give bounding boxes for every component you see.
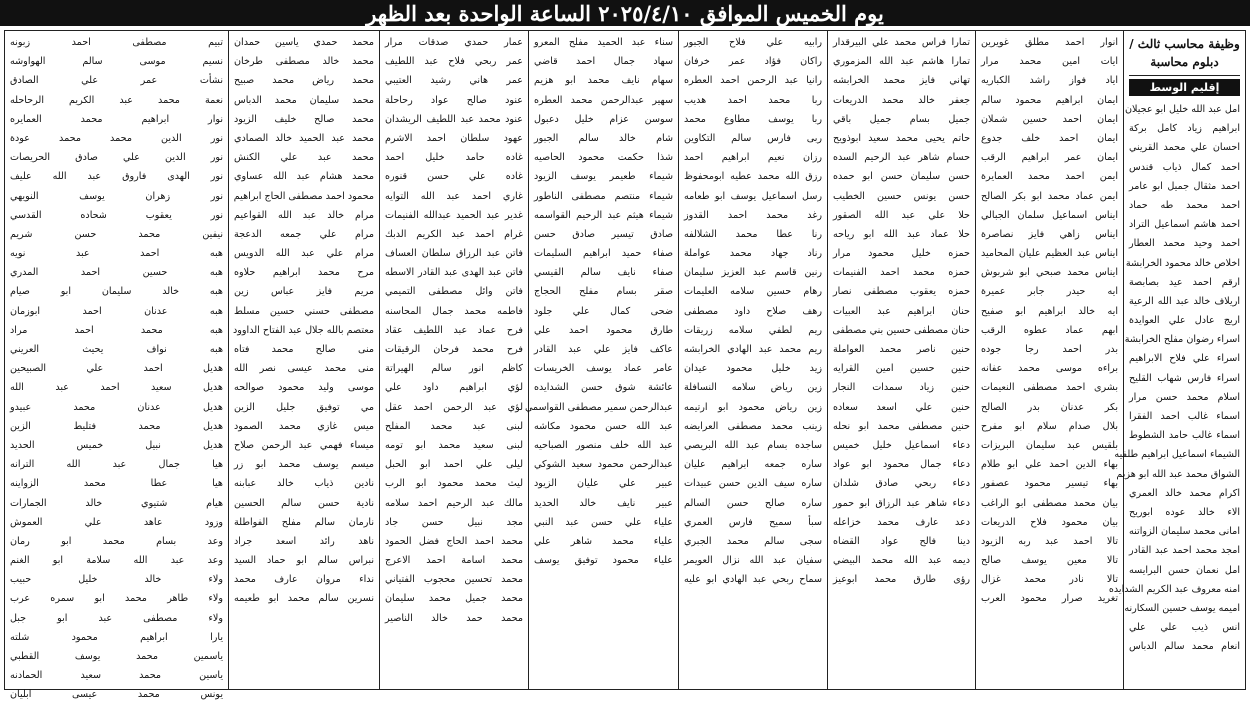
name-entry: حمزه يعقوب مصطفى نصار xyxy=(833,286,970,298)
name-entry: محمد احمد الحاج فضل الحمود xyxy=(385,535,523,547)
name-entry: مصطفى حسني حسين مسلط xyxy=(234,305,374,317)
name-entry: ربى فارس سالم التكاوين xyxy=(684,132,822,144)
name-entry: مرام علي عبد الله الدويس xyxy=(234,248,374,260)
name-entry: صفاء نايف سالم القيسي xyxy=(534,267,673,279)
name-entry: حمزه محمد احمد الفنيمات xyxy=(833,267,970,279)
name-entry: فاتن وائل مصطفى التميمي xyxy=(385,286,523,298)
name-entry: منى صالح محمد فتاه xyxy=(234,344,374,355)
name-entry: عنود صالح عواد رحاحلة xyxy=(385,94,523,106)
name-entry: محمود احمد مصطفى الحاج ابراهيم xyxy=(233,190,374,202)
name-entry: عاكف فايز علي عبد القادر xyxy=(534,344,673,355)
name-entry: وعد عبد الله سلامة ابو الغنم xyxy=(10,555,223,567)
name-entry: نسيم موسى سالم الهواوشه xyxy=(10,56,223,68)
name-entry: سبأ سميح فارس العمري xyxy=(684,516,822,528)
name-entry: هبه خالد سليمان ابو صيام xyxy=(10,286,223,298)
names-column-5 xyxy=(379,31,528,689)
name-entry: فرح محمد فرحان الرقيقات xyxy=(385,344,523,355)
name-entry: اسلام محمد حسن مرار xyxy=(1129,391,1240,403)
name-entry: حلا علي عبد الله الصقور xyxy=(833,209,970,221)
name-entry: ايه خالد ابراهيم ابو صفيح xyxy=(981,305,1118,317)
name-entry: مريم فايز عباس زين xyxy=(234,286,374,298)
name-entry: بيان محمود فلاح الدريعات xyxy=(981,516,1118,528)
name-entry: براءه موسى محمد عفانه xyxy=(981,363,1118,375)
name-entry: ولاء مصطفى عبد ابو جبل xyxy=(10,612,223,624)
name-entry: ضحى كمال علي جلود xyxy=(534,305,673,317)
name-entry: اسماء غالب احمد الفقرا xyxy=(1129,411,1240,422)
name-entry: تالا نادر محمد غزال xyxy=(981,574,1118,586)
name-entry: حنين زياد سمدات النجار xyxy=(833,382,970,394)
name-entry: نارمان سالم مفلح الفواطلة xyxy=(234,516,374,528)
name-entry: شيماء هيثم عبد الرحيم القواسمه xyxy=(534,209,673,221)
name-entry: هيام شتيوي خالد الجمارات xyxy=(10,497,223,509)
name-entry: سوسن عزام خليل دعبول xyxy=(534,113,673,125)
name-entry: اسراء فارس شهاب القليح xyxy=(1129,372,1240,384)
name-entry: حسام شاهر عبد الرحيم السده xyxy=(833,152,970,164)
name-entry: ايمان احمد حسين شملان xyxy=(981,113,1118,125)
name-entry: كاظم انور سالم الهيراتة xyxy=(385,363,523,375)
sidebar-name-list xyxy=(1108,100,1240,656)
name-entry: محمد صالح خليف الزيود xyxy=(234,113,374,125)
name-entry: سفيان عبد الله نزال العويمر xyxy=(684,555,822,567)
name-entry: محمد خالد مصطفى طرخان xyxy=(234,56,374,68)
name-entry: عبد الله حسن محمود مكاشه xyxy=(534,420,673,432)
name-entry: اسراء رضوان مفلح الخرابشة xyxy=(1124,334,1240,346)
name-entry: حسن سليمان حسن ابو حمده xyxy=(833,171,970,183)
name-entry: الشيماء اسماعيل ابراهيم طلفيه xyxy=(1114,449,1240,461)
name-entry: بيان محمد مصطفى ابو الراغب xyxy=(981,497,1118,509)
name-entry: غاري احمد عبد الله التوايه xyxy=(385,190,523,202)
name-entry: اسماء غالب حامد الشطوط xyxy=(1129,430,1240,442)
sidebar-column xyxy=(1108,31,1245,689)
name-entry: لبنى عبد محمد المفلح xyxy=(385,420,523,432)
name-entry: ايمان احمد خلف جدوع xyxy=(981,132,1118,144)
names-column-7 xyxy=(5,31,228,701)
name-entry: نور زهران يوسف النويهي xyxy=(10,190,223,202)
name-entry: دعاء جمال محمود ابو عواد xyxy=(833,459,970,471)
name-entry: عبدالرحمن سمير مصطفى القواسمي xyxy=(524,401,673,413)
name-entry: ساره صالح حسن السالم xyxy=(684,497,822,509)
name-entry: عبدالرحمن محمود سعيد الشوكي xyxy=(534,459,673,471)
name-entry: رؤى طارق محمد ابوعيز xyxy=(833,574,970,586)
name-entry: محمد اسامة احمد الاعرج xyxy=(385,555,523,567)
name-entry: محمد هشام عبد الله عساوي xyxy=(234,171,374,183)
name-entry: ياسمين محمد يوسف القطبي xyxy=(10,651,223,662)
name-entry: حمزه خليل محمود مرار xyxy=(833,248,970,260)
name-entry: معتصم بالله جلال عبد الفتاح الداوود xyxy=(232,324,374,336)
name-entry: محمد حمد خالد الناصير xyxy=(385,612,523,624)
name-entry: ميسم يوسف محمد ابو زر xyxy=(234,459,374,471)
name-entry: هديل عدنان محمد عبيدو xyxy=(10,401,223,413)
name-entry: نشأت عمر علي الصادق xyxy=(10,75,223,87)
name-entry: يارا ابراهيم محمود شلته xyxy=(10,631,223,643)
name-entry: عمر هاني رشيد العتيبي xyxy=(385,75,523,87)
name-entry: دعد عارف محمد خزاعله xyxy=(833,516,970,528)
name-entry: احمد كمال ذياب قندس xyxy=(1129,161,1240,173)
name-entry: يونس محمد عيسى ابليان xyxy=(10,689,223,701)
name-entry: دينا فالح عواد القضاه xyxy=(833,535,970,547)
name-entry: ربا يوسف مطاوع محمد xyxy=(684,113,822,125)
name-entry: مرام علي جمعه الدعجة xyxy=(234,228,374,240)
job-title: وظيفة محاسب ثالث / دبلوم محاسبة xyxy=(1129,33,1240,76)
name-entry: زينب محمد مصطفى العرايضه xyxy=(684,420,822,432)
name-entry: محمد سليمان محمد الدباس xyxy=(234,94,374,106)
name-entry: بهاء الدين احمد علي ابو طلام xyxy=(981,459,1118,471)
name-entry: زين رياض سلامه النسافلة xyxy=(684,382,822,394)
name-entry: ولاء خالد خليل حبيب xyxy=(10,574,223,586)
name-entry: ايناس زاهي فايز نصاصرة xyxy=(981,228,1118,240)
name-entry: حنان مصطفى حسين بني مصطفى xyxy=(832,324,970,336)
name-entry: رهف صلاح داود مصطفى xyxy=(684,305,822,317)
name-entry: عبد الله خلف منصور الصباحيه xyxy=(534,439,673,451)
name-entry: نادين ذياب خالد عبابنه xyxy=(234,478,374,490)
name-entry: هبه نواف يحيث العريني xyxy=(10,344,223,355)
name-entry: عمار حمدي صدقات مرار xyxy=(385,37,523,48)
name-entry: محمد تحسين محجوب الفتياني xyxy=(385,574,523,586)
names-column-1 xyxy=(975,31,1123,689)
name-entry: غاده علي حسن قنوره xyxy=(385,171,523,183)
name-entry: هديل نبيل خميس الحديد xyxy=(10,439,223,451)
name-entry: اريج عادل علي العوايدة xyxy=(1129,315,1240,327)
name-entry: احمد مثقال جميل ابو عامر xyxy=(1129,180,1240,192)
name-entry: رسل اسماعيل يوسف ابو طعامه xyxy=(684,190,822,202)
name-entry: طارق محمود احمد علي xyxy=(534,324,673,336)
name-entry: انس ذيب علي علي xyxy=(1129,622,1240,634)
name-entry: رزق الله محمد عطيه ابومحفوظ xyxy=(684,171,822,183)
name-entry: صفاء حميد ابراهيم السليمات xyxy=(534,248,673,260)
name-entry: نسرين سالم محمد ابو طعيمه xyxy=(234,593,374,605)
name-entry: اخلاص خالد محمود الخرابشة xyxy=(1125,257,1240,269)
name-entry: سجى سالم محمد الجبري xyxy=(684,535,822,547)
name-entry: ارقم احمد عيد بصابصة xyxy=(1129,276,1240,288)
name-entry: ياسين محمد سعيد الحمادنه xyxy=(10,670,223,682)
name-entry: ايات امين محمد مرار xyxy=(981,56,1118,68)
name-entry: غدير عبد الحميد عبدالله الفنيمات xyxy=(385,209,523,221)
name-entry: حاتم يحيى محمد سعيد ابوذويح xyxy=(833,132,970,144)
name-entry: الشواق محمد عبد الله ابو هزيم xyxy=(1116,468,1240,480)
name-entry: مالك عبد الرحيم احمد سلامه xyxy=(385,497,523,509)
name-entry: ميس غازي محمد الصمود xyxy=(234,420,374,432)
name-entry: علياء محمد شاهر علي xyxy=(534,535,673,547)
name-entry: حنين حسين امين القرايه xyxy=(833,363,970,375)
name-entry: فاطمه محمد جمال المحاسنه xyxy=(385,305,523,317)
name-entry: بلقيس عبد سليمان البريزات xyxy=(981,439,1118,451)
name-entry: نبراس سالم ابو حماد السيد xyxy=(234,555,374,567)
name-entry: جعفر خالد محمد الدريعات xyxy=(833,94,970,106)
name-entry: ميساء فهمي عبد الرحمن صلاح xyxy=(234,439,374,451)
header-title: يوم الخميس الموافق ٢٠٢٥/٤/١٠ الساعة الواحدة بعد الظهر xyxy=(366,0,884,26)
name-entry: زيد خليل محمود عيدان xyxy=(684,363,822,375)
name-entry: تمارا هاشم عبد الله المزموري xyxy=(833,56,970,68)
name-entry: امل نعمان حسن البرايسه xyxy=(1129,564,1240,576)
region-label: إقليم الوسط xyxy=(1129,79,1240,96)
name-entry: حلا عماد عبد الله ابو رياحه xyxy=(833,228,970,240)
name-entry: موسى وليد محمود صوالحه xyxy=(234,382,374,394)
name-entry: هيا جمال عبد الله الترانه xyxy=(10,459,223,471)
name-entry: مرام خالد عبد الله القواعيم xyxy=(234,209,374,221)
name-entry: سماح ربحي عبد الهادي ابو عليه xyxy=(684,574,822,586)
name-entry: عبير علي عليان الزيود xyxy=(534,478,673,490)
name-entry: ديمه عبد الله محمد البيضي xyxy=(833,555,970,567)
name-entry: امنه معروف عبد الكريم الشدايده xyxy=(1108,583,1240,595)
name-entry: ليلى علي احمد ابو الحبل xyxy=(385,459,523,471)
name-entry: غرام احمد عبد الكريم الدبك xyxy=(385,228,523,240)
name-entry: دعاء ربحي صادق شلدان xyxy=(833,478,970,490)
name-entry: سهاد جمال احمد قاضي xyxy=(534,56,673,68)
names-column-2 xyxy=(827,31,975,689)
name-entry: انوار احمد مطلق غويرين xyxy=(981,37,1118,48)
name-entry: جميل بسام جميل باقي xyxy=(833,113,970,125)
name-entry: مرح محمد ابراهيم حلاوه xyxy=(234,267,374,279)
name-entry: ريم لطفي سلامه زريقات xyxy=(684,324,822,336)
name-entry: عهود سلطان احمد الاشرم xyxy=(385,132,523,144)
name-entry: تمارا فراس محمد علي البيرقدار xyxy=(833,37,970,48)
name-entry: شيماء منتصم مصطفى الناطور xyxy=(534,190,673,202)
name-entry: ايناس محمد صبحي ابو شربوش xyxy=(981,267,1118,279)
name-entry: رنا عطا محمد الشلالفه xyxy=(684,228,822,240)
name-entry: سهام نايف محمد ابو هزيم xyxy=(534,75,673,87)
name-entry: وعد بسام محمد ابو رمان xyxy=(10,535,223,547)
names-table xyxy=(4,30,1246,701)
name-entry: ولاء طاهر محمد ابو سمره عرب xyxy=(10,593,223,605)
name-entry: محمد عبد علي الكنش xyxy=(234,152,374,164)
name-entry: بدر احمد رجا جوده xyxy=(981,344,1118,355)
name-entry: بشرى احمد مصطفى النعيمات xyxy=(981,382,1118,394)
name-entry: ناهد رائد اسعد جراد xyxy=(234,535,374,547)
name-entry: رزان نعيم ابراهيم احمد xyxy=(684,152,822,164)
name-entry: امجد محمد احمد عبد القادر xyxy=(1129,545,1240,557)
name-entry: محمد عبد الحميد خالد الصمادي xyxy=(234,132,374,144)
name-entry: رناد جهاد محمد عواملة xyxy=(684,248,822,260)
name-entry: ايناس اسماعيل سلمان الجبالي xyxy=(981,209,1118,221)
name-entry: ايمان ابراهيم محمود سالم xyxy=(981,94,1118,106)
name-entry: تهاني فايز محمد الخرابشه xyxy=(833,75,970,87)
name-entry: اميمه يوسف حسين السكارنه xyxy=(1124,602,1240,614)
name-entry: حنين ناصر محمد العواملة xyxy=(833,344,970,355)
name-entry: فرح عماد عبد اللطيف عقاد xyxy=(385,324,523,336)
name-entry: ساره جمعه ابراهيم عليان xyxy=(684,459,822,471)
name-entry: احمد محمد طه حماد xyxy=(1129,199,1240,211)
name-entry: هبه محمد احمد مراد xyxy=(10,324,223,336)
name-entry: ايناس عبد العظيم عليان المحاميد xyxy=(981,248,1118,260)
name-entry: محمد حمدي ياسين حمدان xyxy=(234,37,374,48)
name-entry: عنود محمد عبد اللطيف الريشدان xyxy=(385,113,523,125)
name-entry: ابهم عماد عطوه الرقب xyxy=(981,324,1118,336)
name-entry: ليث محمد محمود ابو الرب xyxy=(385,478,523,490)
name-entry: مي توفيق جليل الزين xyxy=(234,401,374,413)
page-header xyxy=(0,0,1250,26)
name-entry: دعاء شاهر عبد الرزاق ابو حمور xyxy=(833,497,970,509)
name-entry: ساجده بسام عبد الله البريصي xyxy=(684,439,822,451)
name-entry: حنان ابراهيم عبد العبيات xyxy=(833,305,970,317)
name-entry: ربا محمد احمد هديب xyxy=(684,94,822,106)
name-entry: رابيه علي فلاح الجبور xyxy=(684,37,822,48)
name-entry: حنين علي اسعد سعاده xyxy=(833,401,970,413)
name-entry: بكر عدنان بدر الصالح xyxy=(981,401,1118,413)
name-entry: تالا احمد عبد ربه الزيود xyxy=(981,535,1118,547)
name-entry: ريم محمد عبد الهادي الخرابشه xyxy=(684,344,822,355)
name-entry: بهاء تيسير محمود عصفور xyxy=(981,478,1118,490)
name-entry: ايه حيدر جابر عميرة xyxy=(981,286,1118,298)
name-entry: نور الهدى فاروق عبد الله عليف xyxy=(10,171,223,183)
name-entry: نادية حسن سالم الحسين xyxy=(234,497,374,509)
name-entry: ساره سيف الدين حسن عبيدات xyxy=(684,478,822,490)
name-entry: هبه حسين احمد المدري xyxy=(10,267,223,279)
name-entry: عائشة شوق حسن الشدايده xyxy=(534,382,673,394)
name-entry: رغد محمد احمد القدوز xyxy=(684,209,822,221)
name-entry: زين رياض محمود ابو ارتيمه xyxy=(684,401,822,413)
name-entry: لؤي عبد الرحمن احمد عقل xyxy=(385,401,523,413)
name-entry: منى محمد عيسى نصر الله xyxy=(234,363,374,375)
name-entry: عامر عماد يوسف الخريسات xyxy=(534,363,673,375)
name-entry: هديل محمد فتليط الزين xyxy=(10,420,223,432)
name-entry: تبيم مصطفى احمد زبونه xyxy=(10,37,223,48)
name-entry: تغريد صرار محمود العرب xyxy=(981,593,1118,605)
name-entry: تالا معين يوسف صالح xyxy=(981,555,1118,567)
name-entry: راكان فؤاد عمر خرفان xyxy=(684,56,822,68)
name-entry: ابراهيم زياد كامل بركة xyxy=(1129,123,1240,135)
name-entry: ايمن احمد محمد العمايرة xyxy=(981,171,1118,183)
name-entry: نور يعقوب شحاده القدسي xyxy=(10,209,223,221)
name-entry: غاده حامد خليل احمد xyxy=(385,152,523,164)
name-entry: مجد نبيل حسن جاد xyxy=(385,516,523,528)
name-entry: ايمن عماد محمد ابو بكر الصالح xyxy=(981,190,1118,202)
name-entry: شام خالد سالم الجبور xyxy=(534,132,673,144)
name-entry: هبه عدنان احمد ابوزمان xyxy=(10,305,223,317)
name-entry: بلال صدام سلام ابو مفرح xyxy=(981,420,1118,432)
name-entry: اريلاف خالد عبد الله الرعية xyxy=(1129,295,1240,307)
name-entry: نداء مروان عارف محمد xyxy=(234,574,374,586)
name-entry: احمد وحيد محمد العطار xyxy=(1129,238,1240,250)
name-entry: علياء محمود توفيق يوسف xyxy=(534,555,673,567)
name-entry: هيا عطا محمد الزواينه xyxy=(10,478,223,490)
name-entry: رهام حسين سلامه العليمات xyxy=(684,286,822,298)
name-entry: رانيا عبد الرحمن احمد العطره xyxy=(684,75,822,87)
name-entry: لبنى سعيد محمد ابو تومه xyxy=(385,439,523,451)
name-entry: نوار ابراهيم محمد العمايره xyxy=(10,113,223,125)
names-column-6 xyxy=(228,31,379,689)
name-entry: نور الدين محمد محمد عودة xyxy=(10,132,223,144)
name-entry: نور الدين علي صادق الحريصات xyxy=(10,152,223,164)
name-entry: عبير نايف خالد الحديد xyxy=(534,497,673,509)
name-entry: وزود عاهد علي العموش xyxy=(10,516,223,528)
name-entry: هديل احمد علي الصبيحين xyxy=(10,363,223,375)
name-entry: امانى محمد سليمان الزواتنه xyxy=(1129,526,1240,538)
names-column-3 xyxy=(678,31,827,689)
name-entry: شذا حكمت محمود الحاصيه xyxy=(534,152,673,164)
name-entry: فاتن عبد الهدى عبد القادر الاسطه xyxy=(385,267,523,279)
name-entry: صادق تيسير صادق حسن xyxy=(534,228,673,240)
name-entry: لؤي ابراهيم داود علي xyxy=(385,382,523,394)
name-entry: انعام محمد سالم الدباس xyxy=(1129,641,1240,653)
name-entry: صقر بسام مفلح الحجاج xyxy=(534,286,673,298)
name-entry: نعمة محمد عبد الكريم الرحاحله xyxy=(10,94,223,106)
name-entry: احمد هاشم اسماعيل التراد xyxy=(1129,219,1240,231)
name-entry: عمر ربحي فلاح عبد اللطيف xyxy=(385,56,523,68)
name-entry: اسراء علي فلاح الابراهيم xyxy=(1129,353,1240,365)
name-entry: رنين قاسم عبد العزيز سليمان xyxy=(684,267,822,279)
name-entry: هديل سعيد احمد عبد الله xyxy=(10,382,223,394)
name-entry: هبه احمد عبد نويه xyxy=(10,248,223,260)
name-entry: نيفين محمد حسن شريم xyxy=(10,228,223,240)
name-entry: شيماء طعيمر يوسف الزيود xyxy=(534,171,673,183)
name-entry: حنين مصطفى محمد ابو نحله xyxy=(833,420,970,432)
name-entry: فاتن عبد الرزاق سلطان العساف xyxy=(385,248,523,260)
names-column-4 xyxy=(524,31,678,689)
name-entry: علياء علي حسن عبد النبي xyxy=(534,516,673,528)
name-entry: حسن يونس حسين الخطيب xyxy=(833,190,970,202)
name-entry: سناء عبد الحميد مفلح المعرو xyxy=(534,37,673,48)
name-entry: احسان علي محمد القريني xyxy=(1129,142,1240,154)
name-entry: الاء خالد عوده ابوريح xyxy=(1129,506,1240,518)
name-entry: محمد رياض محمد صبيح xyxy=(234,75,374,87)
name-entry: اياد فواز راشد الكباريه xyxy=(981,75,1118,87)
name-entry: ايمان عمر ابراهيم الرقب xyxy=(981,152,1118,164)
name-entry: امل عبد الله خليل ابو عجيلان xyxy=(1124,104,1240,115)
name-entry: دعاء اسماعيل خليل خميس xyxy=(833,439,970,451)
name-entry: سهير عبدالرحمن محمد العطره xyxy=(534,94,673,106)
name-entry: محمد جميل محمد سليمان xyxy=(385,593,523,605)
name-entry: اكرام محمد خالد العمري xyxy=(1129,487,1240,499)
